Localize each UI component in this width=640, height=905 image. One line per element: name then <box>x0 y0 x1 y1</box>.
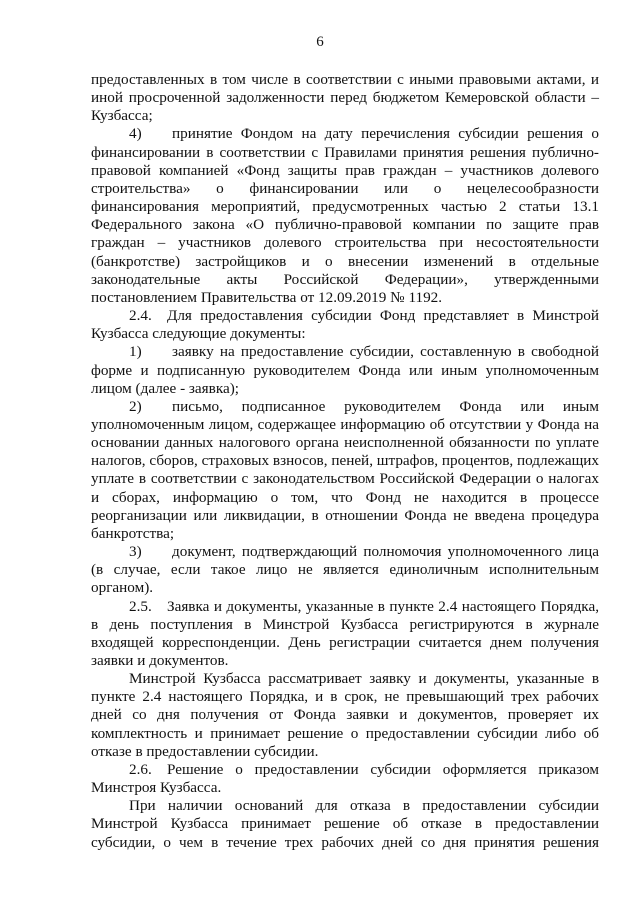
document-body <box>91 71 599 852</box>
paragraph-continuation: предоставленных в том числе в соответствии с иными правовыми актами, и иной просроченной задолженности перед бюджетом Кемеровской области – Кузбасса; <box>91 71 599 125</box>
paragraph-item-3: 3) документ, подтверждающий полномочия уполномоченного лица (в случае, если такое лицо не является единоличным исполнительным органом). <box>91 543 599 597</box>
paragraph-review: Минстрой Кузбасса рассматривает заявку и документы, указанные в пункте 2.4 настоящего Порядка, и в срок, не превышающий трех рабочих дней со дня получения от Фонда заявки и документов, проверяет их комплектность и принимает решение о предоставлении субсидии либо об отказе в предоставлении субсидии. <box>91 670 599 760</box>
paragraph-2-4: 2.4. Для предоставления субсидии Фонд представляет в Минстрой Кузбасса следующие документы: <box>91 307 599 343</box>
page-number: 6 <box>316 34 324 50</box>
paragraph-item-1: 1) заявку на предоставление субсидии, составленную в свободной форме и подписанную руководителем Фонда или иным уполномоченным лицом (далее - заявка); <box>91 343 599 397</box>
paragraph-2-6: 2.6. Решение о предоставлении субсидии оформляется приказом Минстроя Кузбасса. <box>91 760 599 797</box>
paragraph-item-4: 4) принятие Фондом на дату перечисления субсидии решения о финансировании в соответствии с Правилами принятия решения публично-правовой компанией «Фонд защиты прав граждан – участников долевого строительства» о финансировании или о нецелесообразности финансирования мероприятий, предусмотренных частью 2 статьи 13.1 Федерального закона «О публично-правовой компании по защите прав граждан – участников долевого строительства при несостоятельности (банкротстве) застройщиков и о внесении изменений в отдельные законодательные акты Российской Федерации», утвержденными постановлением Правительства от 12.09.2019 № 1192. <box>91 125 599 306</box>
paragraph-2-5: 2.5. Заявка и документы, указанные в пункте 2.4 настоящего Порядка, в день поступления в Минстрой Кузбасса регистрируются в журнале входящей корреспонденции. День регистрации считается днем получения заявки и документов. <box>91 597 599 669</box>
paragraph-refusal: При наличии оснований для отказа в предоставлении субсидии Минстрой Кузбасса принимает решение об отказе в предоставлении субсидии, о чем в течение трех рабочих дней со дня принятия решения <box>91 797 599 851</box>
paragraph-item-2: 2) письмо, подписанное руководителем Фонда или иным уполномоченным лицом, содержащее информацию об отсутствии у Фонда на основании данных налогового органа неисполненной обязанности по уплате налогов, сборов, страховых взносов, пеней, штрафов, процентов, подлежащих уплате в соответствии с законодательством Российской Федерации о налогах и сборах, информацию о том, что Фонд не находится в процессе реорганизации или ликвидации, в отношении Фонда не введена процедура банкротства; <box>91 397 599 542</box>
